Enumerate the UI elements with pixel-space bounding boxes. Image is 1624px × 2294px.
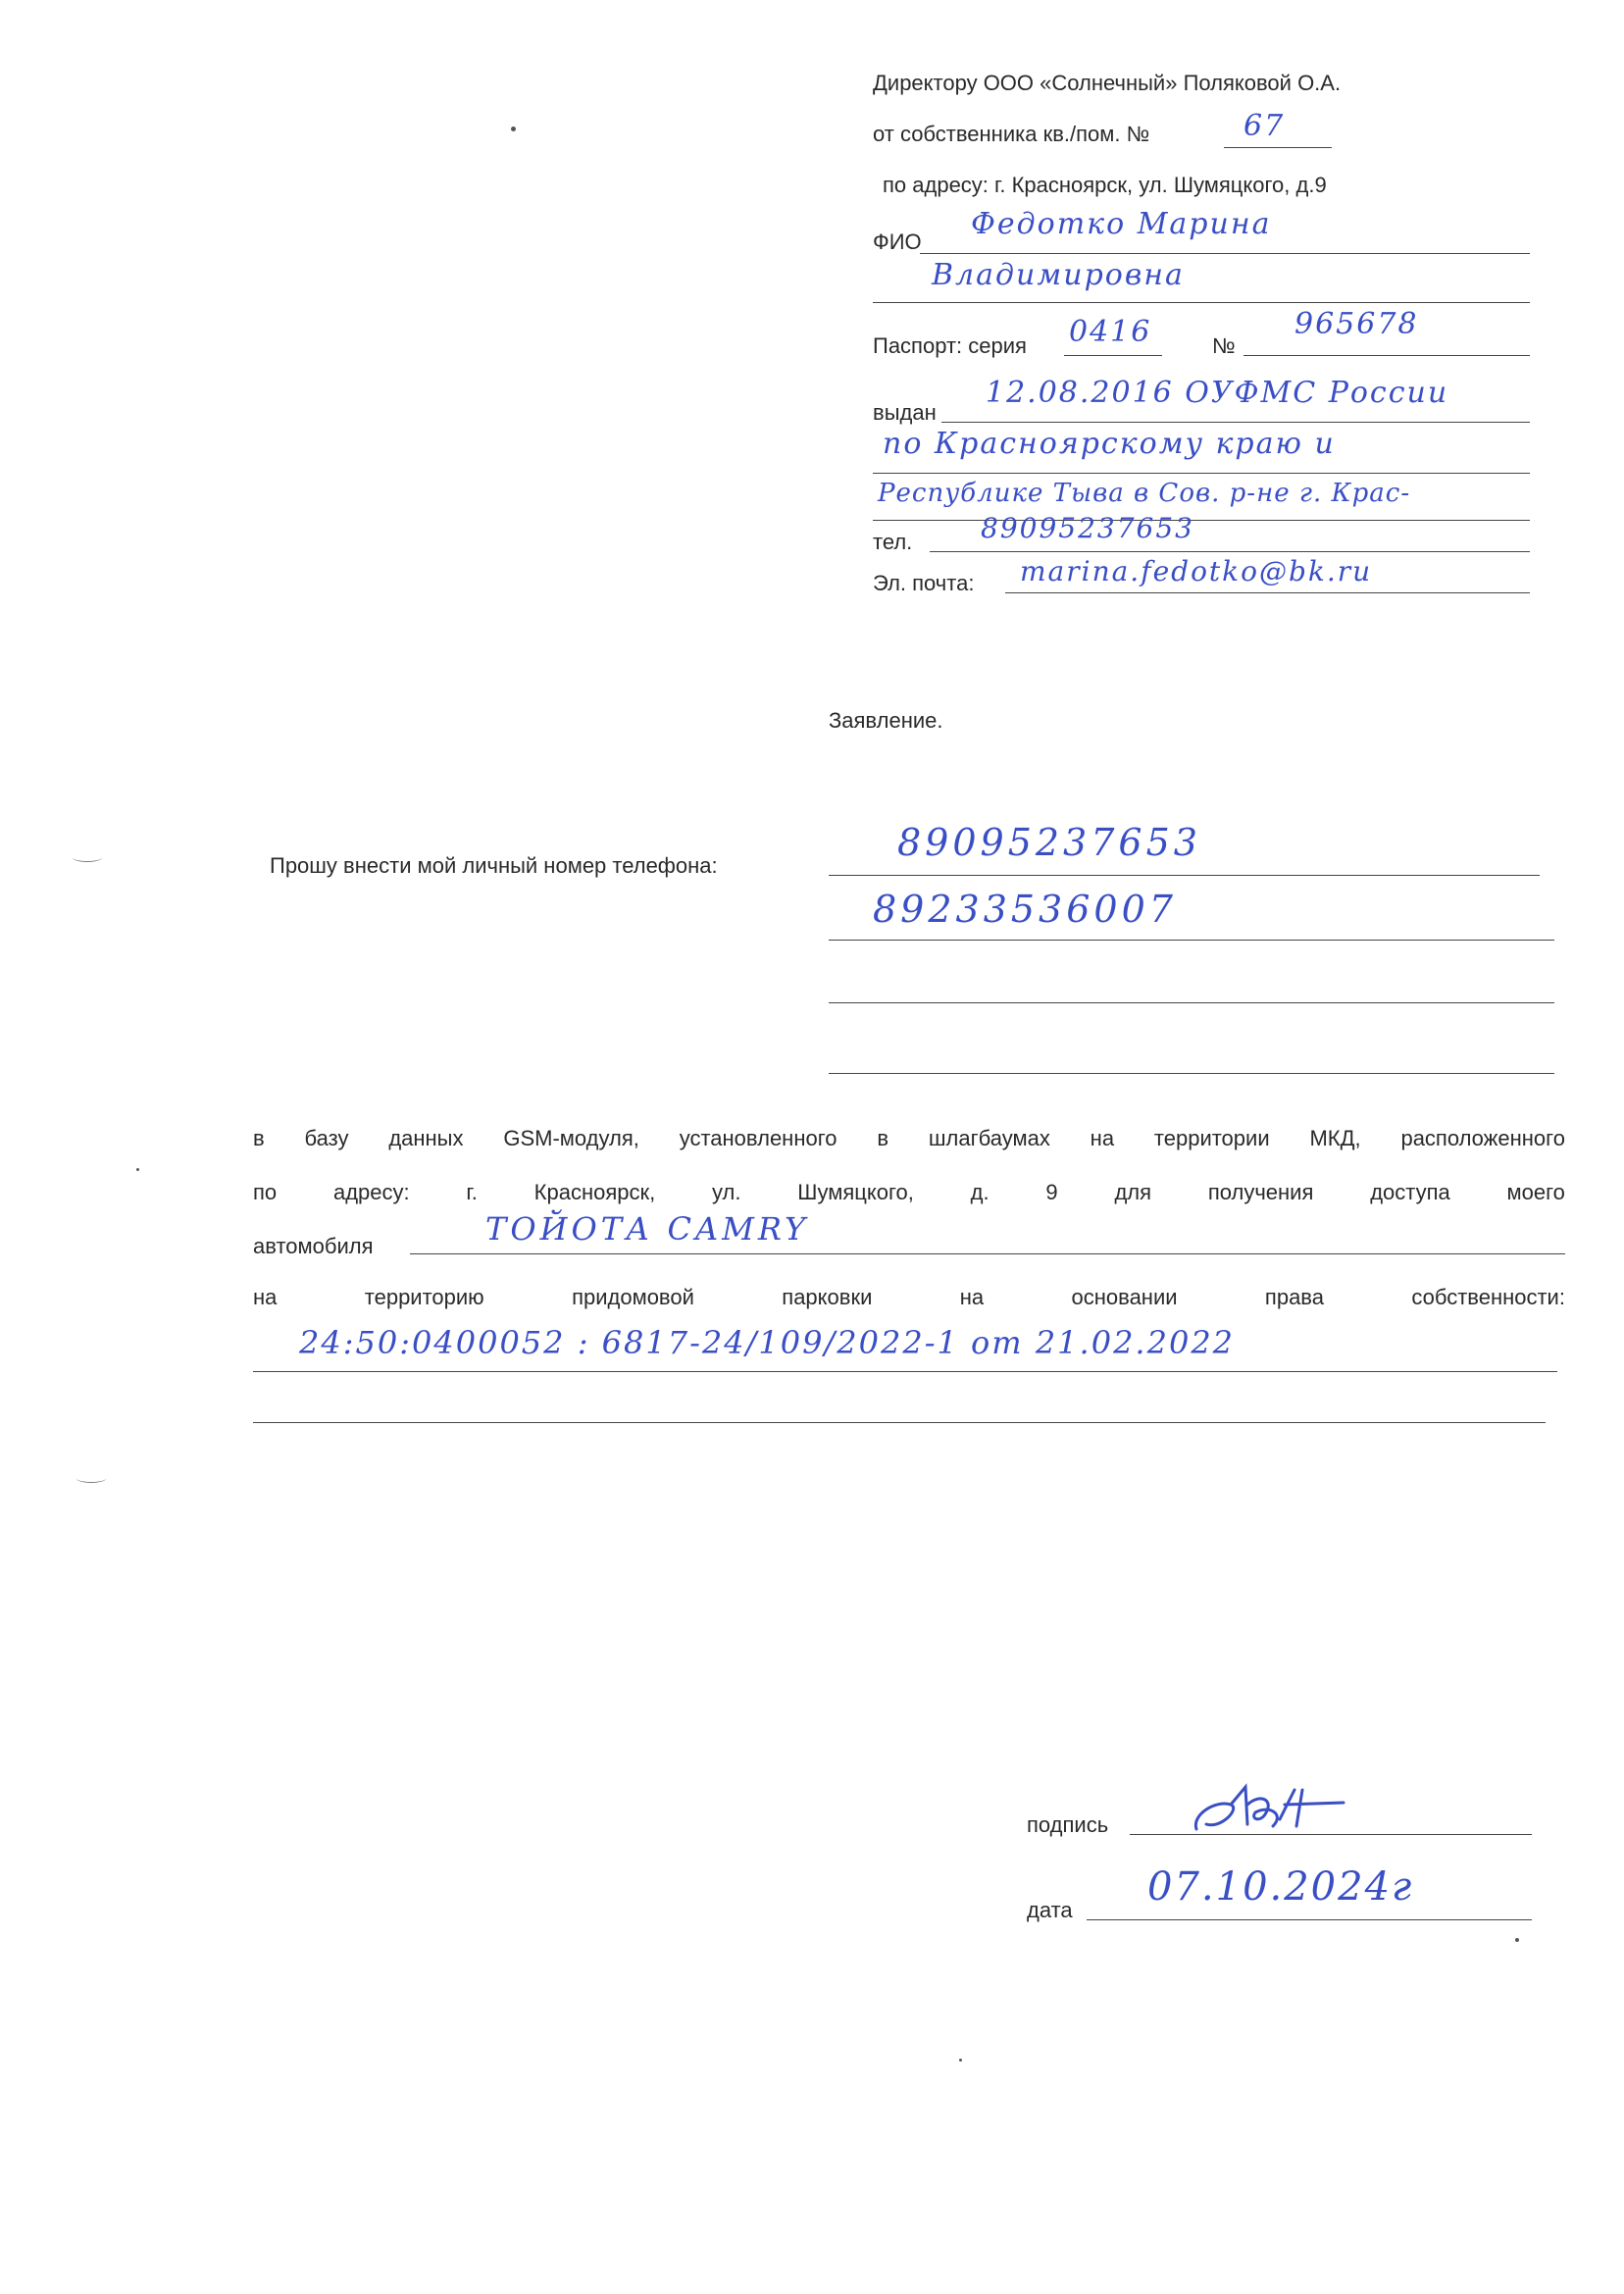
word: на [1090,1126,1115,1150]
car-label: автомобиля [253,1234,374,1258]
word: д. [970,1180,990,1204]
scan-speck [959,2059,962,2062]
word: GSM-модуля, [503,1126,639,1150]
email-line [1005,592,1530,593]
punch-mark [73,853,102,862]
word: получения [1207,1180,1314,1204]
ownership-document: 24:50:0400052 : 6817-24/109/2022-1 от 21.02.2022 [299,1324,1236,1361]
word: базу [304,1126,349,1150]
apartment-line [1224,147,1332,148]
car-line [410,1253,1565,1254]
fio-label: ФИО [873,229,922,254]
paragraph-line-1 [253,1126,1565,1151]
word: Шумяцкого, [797,1180,914,1204]
word: территорию [364,1285,484,1309]
word: данных [388,1126,464,1150]
phone-request-2: 89233536007 [873,888,1177,931]
scan-speck [511,127,516,131]
word: МКД, [1309,1126,1361,1150]
passport-no-line [1243,355,1530,356]
word: ул. [712,1180,741,1204]
issued-by-3: Республике Тыва в Сов. р-не г. Крас- [878,479,1411,508]
word: 9 [1045,1180,1058,1204]
phone-request-line-3 [829,1002,1554,1003]
word: по [253,1180,278,1204]
phone-request-line-1 [829,875,1540,876]
word: права [1264,1285,1324,1309]
document-title: Заявление. [829,708,943,733]
word: установленного [679,1126,837,1150]
issued-label: выдан [873,400,937,425]
addressee: Директору ООО «Солнечный» Поляковой О.А. [873,71,1342,95]
word: г. [466,1180,478,1204]
email-handwritten: marina.fedotko@bk.ru [1020,555,1373,587]
email-label: Эл. почта: [873,571,975,595]
date-label: дата [1027,1898,1073,1922]
word: придомовой [572,1285,694,1309]
word: в [253,1126,265,1150]
issued-line-1 [941,422,1530,423]
phone-label: тел. [873,530,913,554]
word: на [253,1285,278,1309]
word: шлагбаумах [928,1126,1050,1150]
passport-series-line [1064,355,1162,356]
passport-series: 0416 [1069,315,1152,349]
word: Красноярск, [533,1180,656,1204]
date-line [1087,1919,1532,1920]
word: для [1114,1180,1152,1204]
phone-request-line-2 [829,940,1554,941]
issued-by-2: по Красноярскому краю и [883,427,1336,461]
issued-line-2 [873,473,1530,474]
date-handwritten: 07.10.2024г [1147,1864,1414,1910]
word: основании [1071,1285,1178,1309]
scan-speck [136,1168,139,1171]
issued-line-3 [873,520,1530,521]
fio-line-1 [920,253,1530,254]
fio-handwritten-2: Владимировна [932,258,1185,292]
phone-request-line-4 [829,1073,1554,1074]
scan-speck [1515,1938,1519,1942]
word: доступа [1370,1180,1450,1204]
owner-label: от собственника кв./пом. № [873,122,1150,146]
word: собственности: [1411,1285,1565,1309]
fio-handwritten-1: Федотко Марина [971,207,1272,241]
phone-handwritten: 89095237653 [981,512,1194,544]
ownership-line-1 [253,1371,1557,1372]
word: расположенного [1400,1126,1565,1150]
paragraph-line-2 [253,1180,1565,1205]
paragraph-line-3 [253,1285,1565,1310]
fio-line-2 [873,302,1530,303]
issued-by-1: 12.08.2016 ОУФМС России [986,376,1449,410]
word: на [959,1285,985,1309]
address: по адресу: г. Красноярск, ул. Шумяцкого, д.9 [883,173,1327,197]
phone-line [930,551,1530,552]
signature-label: подпись [1027,1812,1109,1837]
word: парковки [782,1285,873,1309]
phone-request-1: 89095237653 [897,821,1201,864]
word: территории [1153,1126,1270,1150]
passport-label: Паспорт: серия [873,333,1027,358]
word: в [877,1126,889,1150]
word: адресу: [332,1180,410,1204]
ownership-line-2 [253,1422,1546,1423]
word: моего [1506,1180,1565,1204]
signature-mark [1187,1775,1353,1844]
passport-number: 965678 [1294,307,1419,341]
punch-mark [76,1474,106,1483]
phone-request-text: Прошу внести мой личный номер телефона: [270,853,718,878]
passport-no-label: № [1212,333,1236,358]
car-handwritten: ТОЙОТА CAMRY [485,1210,810,1248]
apartment-number: 67 [1243,109,1286,143]
